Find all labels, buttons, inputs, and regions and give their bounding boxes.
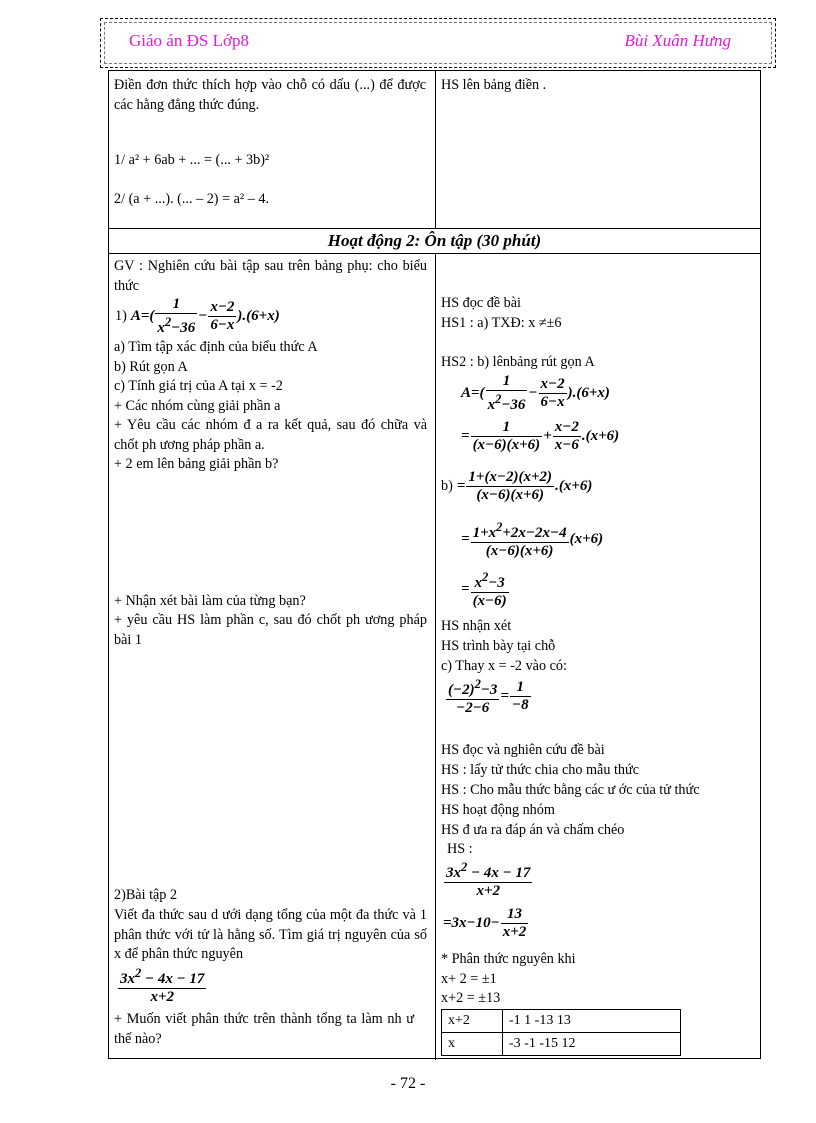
- integer-condition: * Phân thức nguyên khi: [441, 951, 576, 967]
- fill-in-q1: 1/ a² + 6ab + ... = (... + 3b)²: [114, 152, 270, 168]
- condition-2: x+2 = ±13: [441, 990, 501, 1006]
- step-2: = $\frac{1}{(x-6)(x+6)}$ + $\frac{x-2}{x-6}$ .(x+6): [461, 419, 620, 453]
- ex1-item-a: a) Tìm tập xác định của biểu thức A: [114, 339, 318, 355]
- ex1-instruction: + Yêu cầu các nhóm đ a ra kết quả, sau đó chữa và chốt ph ương pháp phần a.: [114, 417, 427, 453]
- division-result: =3x−10− $\frac{13}{x+2}$: [443, 906, 527, 940]
- ex2-question: + Muốn viết phân thức trên thành tổng ta làm nh ư thế nào?: [114, 1011, 414, 1047]
- ex1-part-b: + 2 em lên bảng giải phần b?: [114, 456, 279, 472]
- header-left-title: Giáo án ĐS Lớp8: [129, 31, 249, 50]
- table-cell: -3 -1 -15 12: [503, 1033, 681, 1056]
- fill-in-response: HS lên bảng điền .: [441, 77, 547, 93]
- activity-title: Hoạt động 2: Ôn tập (30 phút): [327, 231, 542, 250]
- row-divider-1: [109, 228, 760, 229]
- ex1-item-c: c) Tính giá trị của A tại x = -2: [114, 378, 283, 394]
- division-fraction: $\frac{3x^2 - 4x - 17}{x+2}$: [446, 860, 531, 899]
- fill-in-q2: 2/ (a + ...). (... – 2) = a² – 4.: [114, 191, 270, 207]
- lesson-table: [108, 70, 761, 1059]
- step-3: b) = $\frac{1+(x-2)(x+2)}{(x-6)(x+6)}$ .(x+6): [441, 469, 593, 503]
- fill-in-intro: Điền đơn thức thích hợp vào chỗ có dấu (...) để được các hằng đẳng thức đúng.: [114, 77, 426, 113]
- read-problem: HS đọc đề bài: [441, 295, 521, 311]
- remark-prompt: + Nhận xét bài làm của từng bạn?: [114, 593, 306, 609]
- page-header: [100, 18, 776, 68]
- hs-label: HS :: [447, 841, 473, 857]
- step-1: A=( $\frac{1}{x^2-36}$ − $\frac{x-2}{6-x}$ ).(6+x): [461, 373, 610, 413]
- hs1-answer: HS1 : a) TXĐ: x ≠±6: [441, 315, 562, 331]
- values-table: [441, 1009, 681, 1056]
- ex1-groups: + Các nhóm cùng giải phần a: [114, 398, 281, 414]
- expression-A: 1) A=( $\frac{1}{x^2-36}$ − $\frac{x-2}{6-x}$ ).(6+x): [115, 296, 280, 336]
- substitute-result: $\frac{(-2)^2-3}{-2-6}$ = $\frac{1}{-8}$: [448, 677, 529, 716]
- column-divider-main: [435, 253, 436, 1060]
- ex2-title: 2)Bài tập 2: [114, 887, 178, 903]
- condition-1: x+ 2 = ±1: [441, 971, 497, 987]
- hs-divide: HS : lấy tử thức chia cho mẫu thức: [441, 762, 640, 778]
- hs-answer-grade: HS đ ưa ra đáp án và chấm chéo: [441, 822, 625, 838]
- substitute-line: c) Thay x = -2 vào có:: [441, 658, 567, 674]
- ex1-item-b: b) Rút gọn A: [114, 359, 188, 375]
- table-cell: -1 1 -13 13: [503, 1010, 681, 1033]
- hs-group-work: HS hoạt động nhóm: [441, 802, 555, 818]
- ex2-fraction: $\frac{3x^2 - 4x - 17}{x+2}$: [120, 966, 205, 1005]
- hs-present: HS trình bày tại chỗ: [441, 638, 556, 654]
- read-research: HS đọc và nghiên cứu đề bài: [441, 742, 605, 758]
- header-author: Bùi Xuân Hưng: [624, 31, 731, 50]
- table-cell: x: [442, 1033, 503, 1056]
- remark-instruction: + yêu cầu HS làm phần c, sau đó chốt ph ương pháp bài 1: [114, 612, 427, 648]
- column-divider-top: [435, 71, 436, 228]
- hs-divisors: HS : Cho mẫu thức bằng các ư ớc của tử thức: [441, 782, 700, 798]
- gv-intro: GV : Nghiên cứu bài tập sau trên bảng phụ: cho biểu thức: [114, 258, 427, 294]
- hs2-task: HS2 : b) lênbảng rút gọn A: [441, 354, 595, 370]
- table-row: [442, 1033, 681, 1056]
- ex2-statement: Viết đa thức sau d ưới dạng tổng của một đa thức và 1 phân thức với tử là hằng số. Tìm giá trị nguyên của số x để phân thức nguyên: [114, 907, 427, 963]
- table-row: [442, 1010, 681, 1033]
- table-cell: x+2: [442, 1010, 503, 1033]
- step-4: = $\frac{1+x^2+2x-2x-4}{(x-6)(x+6)}$ (x+6): [461, 520, 604, 559]
- hs-comment: HS nhận xét: [441, 618, 512, 634]
- step-5: = $\frac{x^2-3}{(x-6)}$: [461, 570, 507, 609]
- page-number: - 72 -: [390, 1075, 426, 1092]
